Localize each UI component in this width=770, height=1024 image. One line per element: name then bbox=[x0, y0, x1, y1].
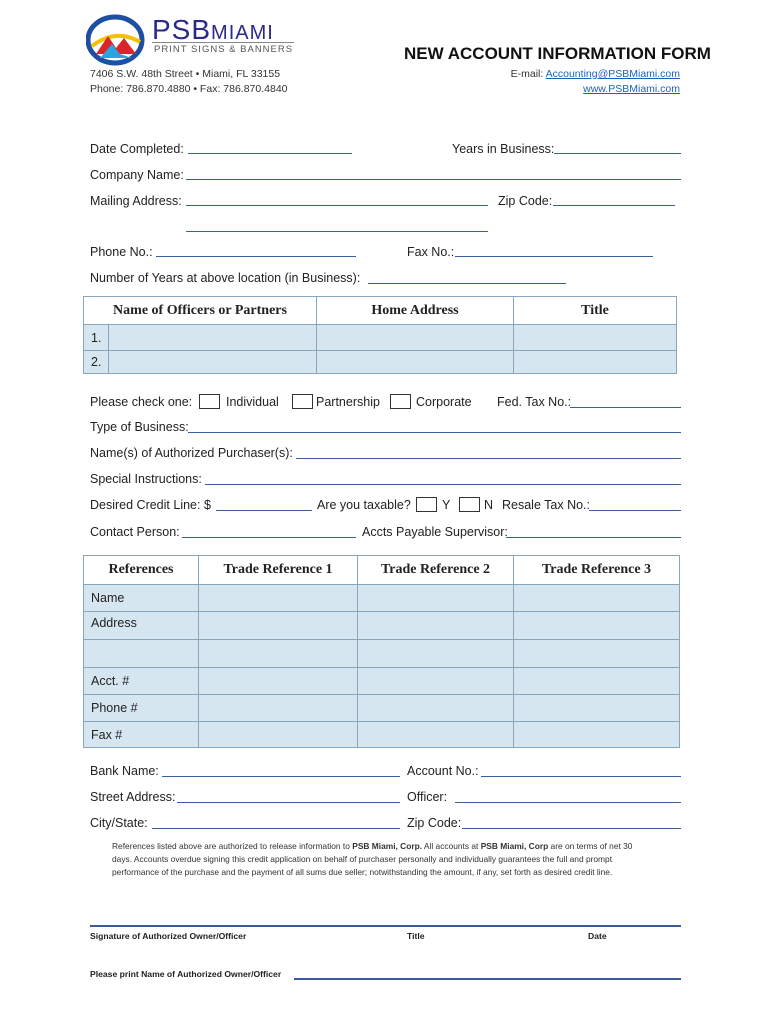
desired-credit-line-field[interactable] bbox=[216, 510, 312, 511]
city-state-label: City/State: bbox=[90, 816, 148, 830]
row-number: 1. bbox=[91, 330, 102, 345]
email-link[interactable]: Accounting@PSBMiami.com bbox=[545, 68, 680, 80]
website-link[interactable]: www.PSBMiami.com bbox=[583, 83, 680, 95]
logo-mark-icon bbox=[86, 14, 146, 66]
officers-header-address: Home Address bbox=[317, 297, 514, 325]
company-name-field[interactable] bbox=[186, 179, 681, 180]
logo-tagline: PRINT SIGNS & BANNERS bbox=[154, 44, 294, 55]
logo-brand: PSB bbox=[152, 14, 212, 45]
mailing-address-label: Mailing Address: bbox=[90, 194, 182, 208]
officers-table bbox=[83, 296, 677, 374]
partnership-label: Partnership bbox=[316, 395, 380, 409]
taxable-no-label: N bbox=[484, 498, 494, 512]
type-of-business-label: Type of Business: bbox=[90, 420, 189, 434]
ref-row-label: Phone # bbox=[84, 695, 199, 722]
officer-field[interactable] bbox=[455, 802, 681, 803]
contact-person-label: Contact Person: bbox=[90, 525, 180, 539]
table-row bbox=[84, 612, 680, 640]
corporate-label: Corporate bbox=[416, 395, 472, 409]
ref-row-label: Address bbox=[84, 612, 199, 640]
references-table bbox=[83, 555, 680, 748]
accts-payable-field[interactable] bbox=[506, 537, 681, 538]
signature-line[interactable] bbox=[90, 925, 681, 927]
signature-owner-label: Signature of Authorized Owner/Officer bbox=[90, 931, 247, 941]
taxable-yes-checkbox[interactable] bbox=[416, 497, 437, 512]
account-no-label: Account No.: bbox=[407, 764, 479, 778]
fed-tax-label: Fed. Tax No.: bbox=[497, 395, 572, 409]
address-line: 7406 S.W. 48th Street • Miami, FL 33155 bbox=[90, 68, 281, 80]
disclaimer-text: References listed above are authorized to release information to PSB Miami, Corp. All accounts at PSB Miami, Corp are on terms of net 30 days. Accounts overdue signing this credit application on behalf of purchaser personally and individually guarantees the full and prompt performance of the purchase and the payment of all sums due seller; notwithstanding the amount, if any, set forth as desired credit line. bbox=[112, 841, 633, 877]
street-address-field[interactable] bbox=[177, 802, 400, 803]
resale-tax-field[interactable] bbox=[589, 510, 681, 511]
fax-field[interactable] bbox=[455, 256, 653, 257]
type-of-business-field[interactable] bbox=[188, 432, 681, 433]
date-completed-field[interactable] bbox=[188, 153, 352, 154]
street-address-label: Street Address: bbox=[90, 790, 176, 804]
table-row bbox=[84, 668, 680, 695]
company-name-label: Company Name: bbox=[90, 168, 184, 182]
mailing-address-field-2[interactable] bbox=[186, 231, 488, 232]
fax-label: Fax No.: bbox=[407, 245, 455, 259]
company-logo bbox=[86, 14, 306, 66]
signature-date-label: Date bbox=[588, 931, 607, 941]
table-row bbox=[84, 722, 680, 748]
desired-credit-line-label: Desired Credit Line: $ bbox=[90, 498, 211, 512]
bank-zip-field[interactable] bbox=[462, 828, 681, 829]
ref-row-label: Acct. # bbox=[84, 668, 199, 695]
bank-name-label: Bank Name: bbox=[90, 764, 159, 778]
officer-label: Officer: bbox=[407, 790, 448, 804]
phone-field[interactable] bbox=[156, 256, 356, 257]
authorized-purchasers-field[interactable] bbox=[296, 458, 681, 459]
account-no-field[interactable] bbox=[481, 776, 681, 777]
form-title: NEW ACCOUNT INFORMATION FORM bbox=[404, 44, 711, 63]
ref-row-label: Fax # bbox=[84, 722, 199, 748]
bank-zip-label: Zip Code: bbox=[407, 816, 462, 830]
mailing-address-field[interactable] bbox=[186, 205, 488, 206]
city-state-field[interactable] bbox=[152, 828, 400, 829]
officers-header-title: Title bbox=[514, 297, 677, 325]
trade-ref-1-header: Trade Reference 1 bbox=[199, 556, 358, 585]
individual-checkbox[interactable] bbox=[199, 394, 220, 409]
trade-ref-2-header: Trade Reference 2 bbox=[358, 556, 514, 585]
signature-title-label: Title bbox=[407, 931, 425, 941]
special-instructions-label: Special Instructions: bbox=[90, 472, 202, 486]
trade-ref-3-header: Trade Reference 3 bbox=[514, 556, 680, 585]
zip-code-label: Zip Code: bbox=[498, 194, 553, 208]
email-label: E-mail: bbox=[510, 68, 544, 80]
authorized-purchasers-label: Name(s) of Authorized Purchaser(s): bbox=[90, 446, 293, 460]
are-you-taxable-label: Are you taxable? bbox=[317, 498, 411, 512]
table-row bbox=[84, 325, 677, 351]
individual-label: Individual bbox=[226, 395, 279, 409]
contact-person-field[interactable] bbox=[182, 537, 356, 538]
fed-tax-field[interactable] bbox=[570, 407, 681, 408]
taxable-no-checkbox[interactable] bbox=[459, 497, 480, 512]
table-row bbox=[84, 351, 677, 374]
check-one-label: Please check one: bbox=[90, 395, 193, 409]
row-number: 2. bbox=[91, 355, 102, 369]
partnership-checkbox[interactable] bbox=[292, 394, 313, 409]
table-row bbox=[84, 585, 680, 612]
taxable-yes-label: Y bbox=[442, 498, 451, 512]
logo-brand-suffix: MIAMI bbox=[211, 22, 274, 44]
ref-row-label bbox=[84, 640, 199, 668]
zip-code-field[interactable] bbox=[553, 205, 675, 206]
years-at-location-field[interactable] bbox=[368, 283, 566, 284]
references-header: References bbox=[84, 556, 199, 585]
date-completed-label: Date Completed: bbox=[90, 142, 184, 156]
special-instructions-field[interactable] bbox=[205, 484, 681, 485]
phone-fax-line: Phone: 786.870.4880 • Fax: 786.870.4840 bbox=[90, 83, 288, 95]
years-at-location-label: Number of Years at above location (in Business): bbox=[90, 271, 361, 285]
corporate-checkbox[interactable] bbox=[390, 394, 411, 409]
table-row bbox=[84, 640, 680, 668]
years-in-business-field[interactable] bbox=[554, 153, 681, 154]
phone-label: Phone No.: bbox=[90, 245, 153, 259]
years-in-business-label: Years in Business: bbox=[452, 142, 555, 156]
bank-name-field[interactable] bbox=[162, 776, 400, 777]
accts-payable-label: Accts Payable Supervisor: bbox=[362, 525, 508, 539]
ref-row-label: Name bbox=[84, 585, 199, 612]
print-name-label: Please print Name of Authorized Owner/Officer bbox=[90, 969, 282, 979]
resale-tax-label: Resale Tax No.: bbox=[502, 498, 591, 512]
table-row bbox=[84, 695, 680, 722]
print-name-field[interactable] bbox=[294, 978, 681, 980]
officers-header-name: Name of Officers or Partners bbox=[84, 297, 317, 325]
